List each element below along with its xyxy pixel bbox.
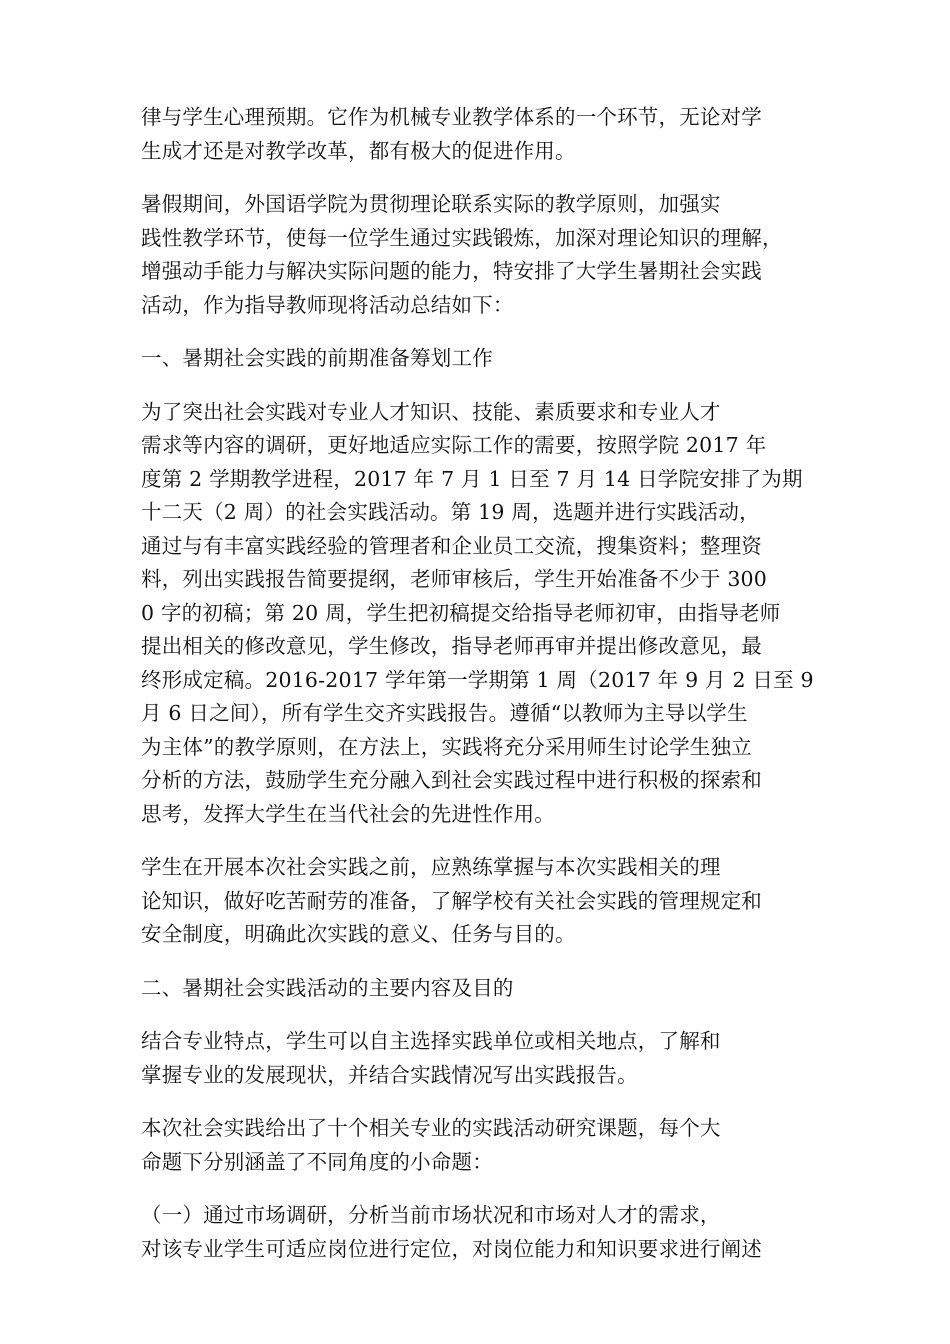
paragraph-continuation bbox=[141, 101, 806, 168]
text-line: （一）通过市场调研，分析当前市场状况和市场对人才的需求， bbox=[141, 1203, 721, 1227]
paragraph-summer-intro bbox=[141, 188, 806, 322]
text-line: 暑假期间，外国语学院为贯彻理论联系实际的教学原则，加强实 bbox=[141, 192, 721, 216]
text-line: 为了突出社会实践对专业人才知识、技能、素质要求和专业人才 bbox=[141, 399, 721, 424]
text-line: 思考，发挥大学生在当代社会的先进性作用。 bbox=[141, 801, 555, 826]
text-line: 增强动手能力与解决实际问题的能力，特安排了大学生暑期社会实践 bbox=[141, 259, 762, 283]
text-line: 需求等内容的调研，更好地适应实际工作的需要，按照学院 2017 年 bbox=[141, 433, 767, 457]
text-line: 对该专业学生可适应岗位进行定位，对岗位能力和知识要求进行阐述 bbox=[141, 1236, 762, 1261]
text-line: 论知识，做好吃苦耐劳的准备，了解学校有关社会实践的管理规定和 bbox=[141, 888, 762, 913]
text-line: 学生在开展本次社会实践之前，应熟练掌握与本次实践相关的理 bbox=[141, 855, 721, 879]
text-line: 终形成定稿。2016-2017 学年第一学期第 1 周（2017 年 9 月 2 日至 9 bbox=[141, 667, 814, 692]
paragraph-topics bbox=[141, 1112, 806, 1179]
text-line: 提出相关的修改意见，学生修改，指导老师再审并提出修改意见，最 bbox=[141, 634, 762, 658]
paragraph-specialty bbox=[141, 1025, 806, 1092]
text-line: 度第 2 学期教学进程，2017 年 7 月 1 日至 7 月 14 日学院安排了为期 bbox=[141, 466, 803, 491]
paragraph-preparation bbox=[141, 396, 814, 832]
text-line: 分析的方法，鼓励学生充分融入到社会实践过程中进行积极的探索和 bbox=[141, 768, 762, 792]
document-body bbox=[141, 101, 814, 1286]
text-line: 料，列出实践报告简要提纲，老师审核后，学生开始准备不少于 300 bbox=[141, 567, 768, 591]
text-line: 律与学生心理预期。它作为机械专业教学体系的一个环节，无论对学 bbox=[141, 105, 762, 129]
text-line: 本次社会实践给出了十个相关专业的实践活动研究课题，每个大 bbox=[141, 1116, 721, 1140]
text-line: 命题下分别涵盖了不同角度的小命题： bbox=[141, 1149, 493, 1174]
paragraph-requirements bbox=[141, 851, 806, 952]
text-line: 结合专业特点，学生可以自主选择实践单位或相关地点，了解和 bbox=[141, 1029, 721, 1053]
heading-line: 二、暑期社会实践活动的主要内容及目的 bbox=[141, 975, 514, 1000]
text-line: 活动，作为指导教师现将活动总结如下： bbox=[141, 292, 514, 317]
section-heading-1 bbox=[141, 342, 806, 376]
text-line: 掌握专业的发展现状，并结合实践情况写出实践报告。 bbox=[141, 1062, 638, 1087]
text-line: 生成才还是对教学改革，都有极大的促进作用。 bbox=[141, 138, 576, 163]
text-line: 为主体”的教学原则，在方法上，实践将充分采用师生讨论学生独立 bbox=[141, 734, 752, 759]
text-line: 践性教学环节，使每一位学生通过实践锻炼，加深对理论知识的理解， bbox=[141, 225, 783, 250]
text-line: 十二天（2 周）的社会实践活动。第 19 周，选题并进行实践活动， bbox=[141, 500, 760, 524]
paragraph-topic-1 bbox=[141, 1199, 806, 1266]
heading-line: 一、暑期社会实践的前期准备筹划工作 bbox=[141, 346, 493, 370]
text-line: 通过与有丰富实践经验的管理者和企业员工交流，搜集资料；整理资 bbox=[141, 533, 762, 558]
text-line: 安全制度，明确此次实践的意义、任务与目的。 bbox=[141, 922, 576, 946]
text-line: 0 字的初稿；第 20 周，学生把初稿提交给指导老师初审，由指导老师 bbox=[141, 600, 781, 625]
section-heading-2 bbox=[141, 972, 806, 1006]
text-line: 月 6 日之间），所有学生交齐实践报告。遵循“以教师为主导以学生 bbox=[141, 701, 748, 725]
